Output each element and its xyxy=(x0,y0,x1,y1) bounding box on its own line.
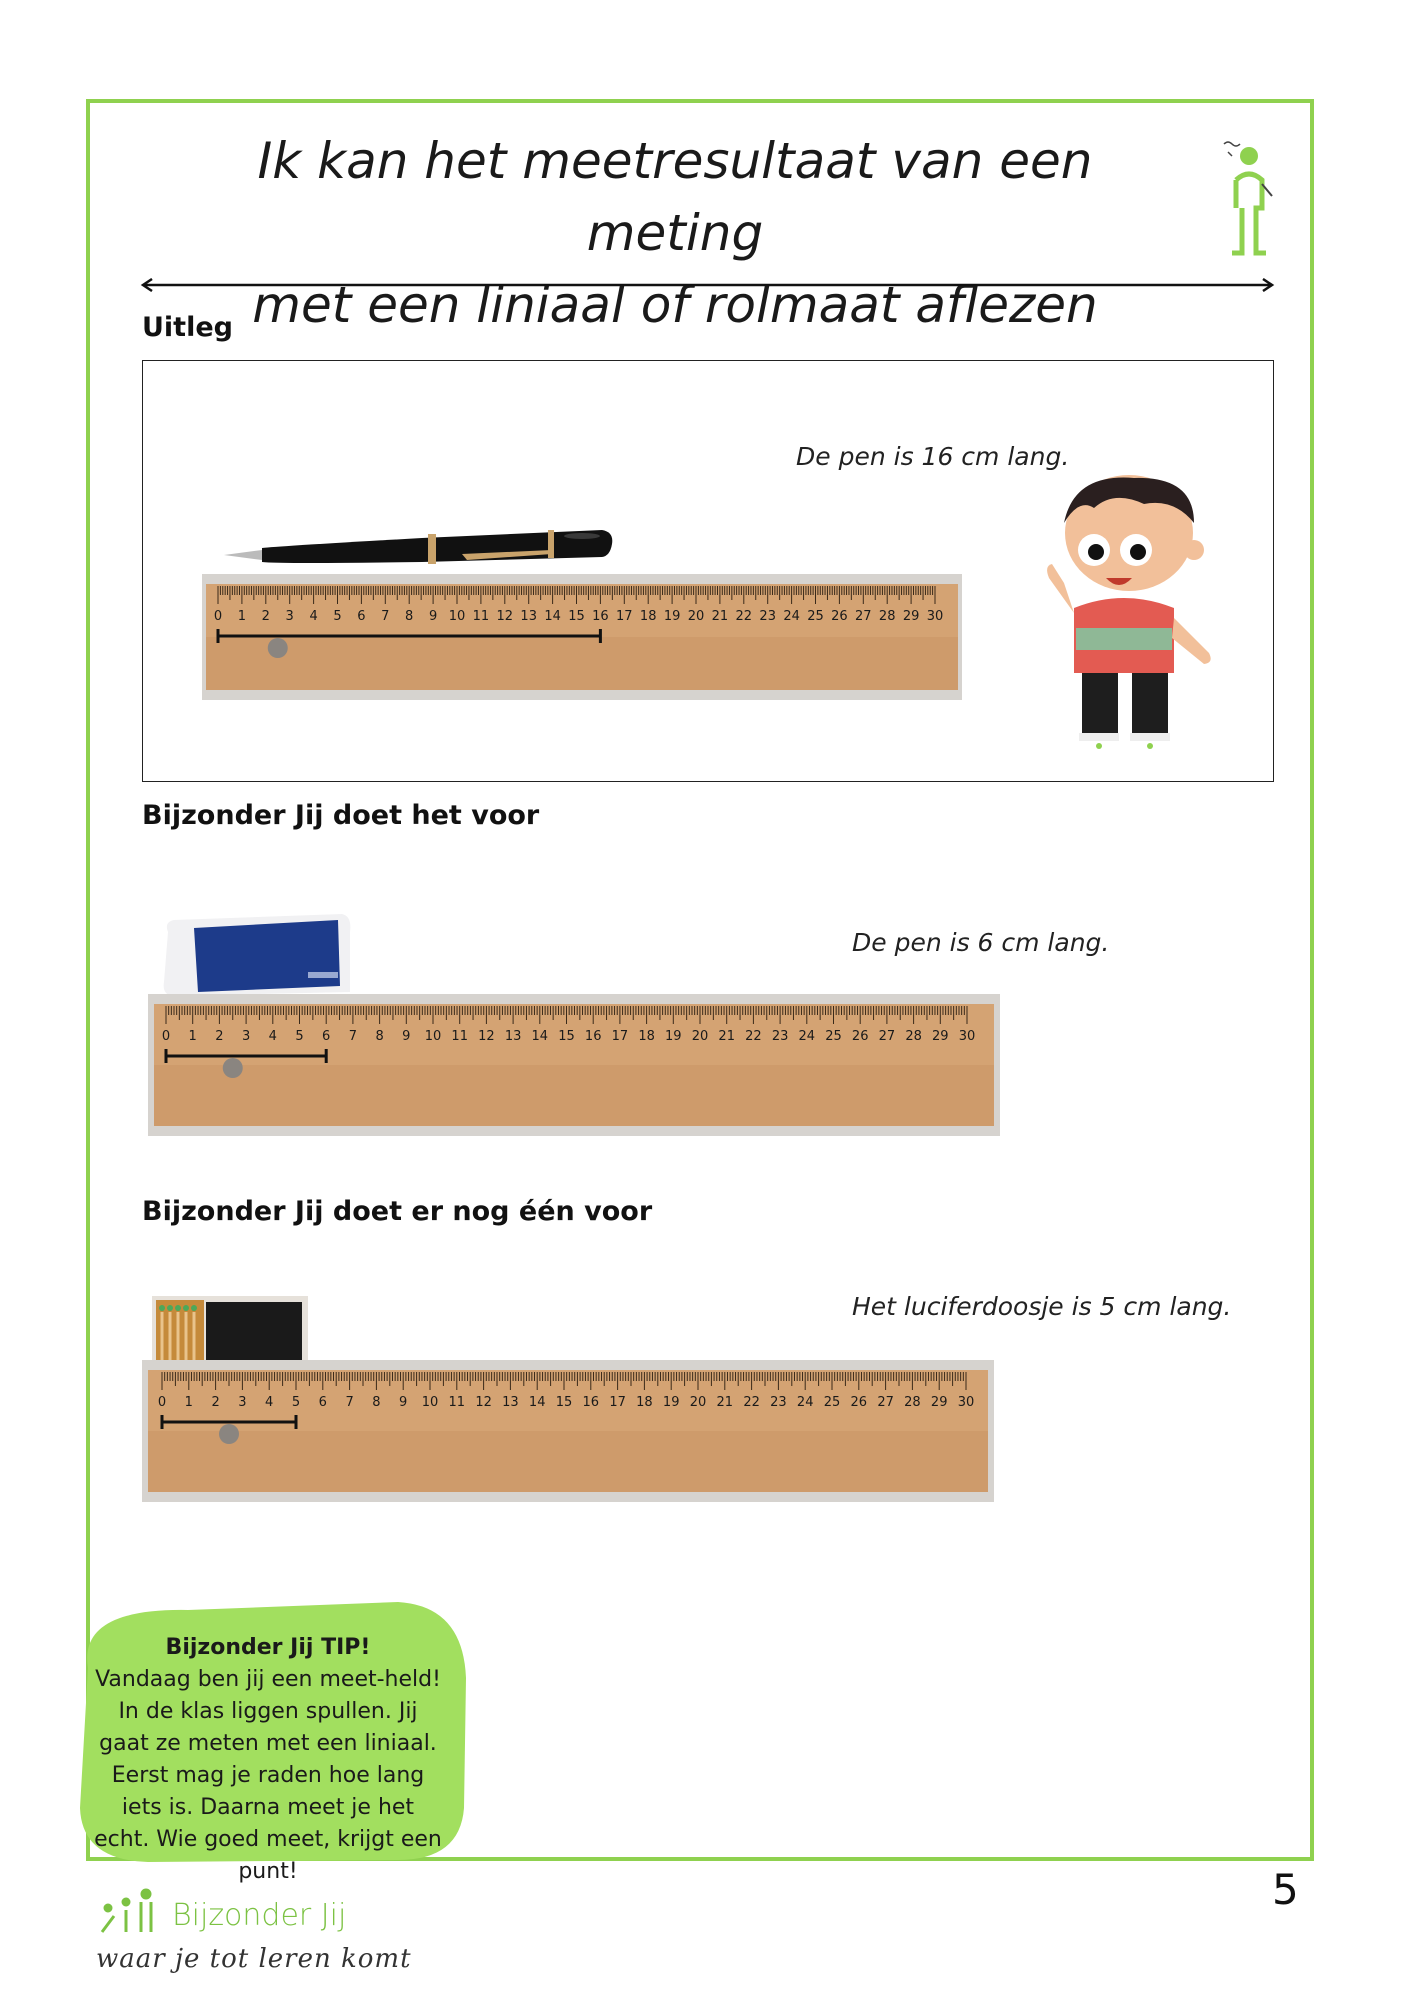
ruler-label: 2 xyxy=(215,1029,224,1044)
ruler-label: 7 xyxy=(381,609,390,624)
ruler-label: 8 xyxy=(375,1029,384,1044)
ruler-label: 11 xyxy=(448,1395,466,1410)
ruler-label: 8 xyxy=(372,1395,381,1410)
ruler-label: 2 xyxy=(261,609,270,624)
ruler-label: 28 xyxy=(904,1395,921,1410)
ruler-label: 3 xyxy=(238,1395,247,1410)
ruler-label: 20 xyxy=(687,609,705,624)
ruler-label: 9 xyxy=(399,1395,408,1410)
title-line-2: met een liniaal of rolmaat aflezen xyxy=(252,276,1098,334)
ruler-label: 17 xyxy=(611,1029,629,1044)
ruler-label: 1 xyxy=(237,609,247,624)
ruler-label: 13 xyxy=(504,1029,522,1044)
title-line-1: Ik kan het meetresultaat van een meting xyxy=(257,132,1093,262)
brand-name: Bijzonder Jij xyxy=(172,1898,347,1933)
ruler-label: 5 xyxy=(333,609,342,624)
ruler-label: 19 xyxy=(662,1395,680,1410)
page-number: 5 xyxy=(1272,1865,1299,1914)
ruler-label: 0 xyxy=(157,1395,167,1410)
caption-uitleg: De pen is 16 cm lang. xyxy=(796,442,1070,471)
ruler-label: 30 xyxy=(926,609,944,624)
ruler-label: 11 xyxy=(472,609,490,624)
ruler-label: 13 xyxy=(520,609,537,624)
ruler-label: 8 xyxy=(405,609,414,624)
ruler-label: 12 xyxy=(475,1395,492,1410)
ruler-label: 17 xyxy=(616,609,633,624)
ruler-label: 16 xyxy=(584,1029,602,1044)
ruler-label: 4 xyxy=(268,1029,277,1044)
ruler-label: 24 xyxy=(783,609,800,624)
tip-body: Vandaag ben jij een meet-held! In de klas liggen spullen. Jij gaat ze meten met een liniaal. Eerst mag je raden hoe lang iets is. Daarna meet je het echt. Wie goed meet, krijgt een punt! xyxy=(94,1667,442,1884)
ruler-label: 26 xyxy=(851,1029,869,1044)
caption-nog-een: Het luciferdoosje is 5 cm lang. xyxy=(852,1292,1232,1321)
section-heading-uitleg: Uitleg xyxy=(142,312,233,343)
ruler-label: 18 xyxy=(639,609,657,624)
ruler-label: 15 xyxy=(555,1395,573,1410)
ruler-label: 27 xyxy=(855,609,872,624)
ruler-label: 9 xyxy=(428,609,438,624)
ruler-label: 30 xyxy=(957,1395,975,1410)
ruler-label: 7 xyxy=(345,1395,354,1410)
ruler-label: 26 xyxy=(850,1395,868,1410)
ruler-label: 24 xyxy=(796,1395,814,1410)
ruler-label: 29 xyxy=(930,1395,948,1410)
ruler-label: 22 xyxy=(743,1395,760,1410)
ruler-label: 30 xyxy=(958,1029,976,1044)
ruler-label: 14 xyxy=(544,609,561,624)
ruler-label: 22 xyxy=(745,1029,762,1044)
ruler-label: 18 xyxy=(638,1029,655,1044)
ruler-label: 23 xyxy=(771,1029,789,1044)
ruler-label: 19 xyxy=(663,609,681,624)
page-title xyxy=(170,125,1180,341)
ruler-svg xyxy=(142,1360,994,1502)
ruler-label: 11 xyxy=(451,1029,468,1044)
ruler-hole xyxy=(219,1424,239,1444)
ruler-label: 17 xyxy=(609,1395,626,1410)
ruler-label: 26 xyxy=(831,609,848,624)
ruler-label: 3 xyxy=(285,609,294,624)
ruler-label: 1 xyxy=(188,1029,197,1044)
ruler-label: 12 xyxy=(496,609,514,624)
ruler-grain xyxy=(154,1065,994,1126)
ruler-label: 6 xyxy=(322,1029,331,1044)
ruler-label: 16 xyxy=(582,1395,600,1410)
ruler-label: 20 xyxy=(691,1029,709,1044)
ruler-label: 25 xyxy=(825,1029,842,1044)
ruler-label: 24 xyxy=(798,1029,816,1044)
ruler-svg xyxy=(148,994,1000,1136)
ruler-label: 23 xyxy=(759,609,776,624)
ruler-label: 21 xyxy=(718,1029,735,1044)
ruler-label: 6 xyxy=(357,609,366,624)
ruler-label: 3 xyxy=(241,1029,251,1044)
ruler-svg xyxy=(202,574,962,700)
brand-slogan: waar je tot leren komt xyxy=(96,1944,412,1974)
ruler-label: 18 xyxy=(636,1395,653,1410)
ruler-label: 9 xyxy=(402,1029,411,1044)
ruler-label: 10 xyxy=(448,609,466,624)
ruler-label: 22 xyxy=(735,609,753,624)
ruler-grain xyxy=(206,637,958,690)
ruler-label: 0 xyxy=(161,1029,171,1044)
ruler-label: 27 xyxy=(878,1029,896,1044)
eraser-icon xyxy=(158,912,352,998)
ruler-label: 13 xyxy=(502,1395,519,1410)
ruler-label: 14 xyxy=(531,1029,549,1044)
ruler-label: 25 xyxy=(823,1395,841,1410)
ruler-label: 21 xyxy=(716,1395,734,1410)
ruler-label: 25 xyxy=(807,609,824,624)
tip-text xyxy=(92,1632,444,1888)
ruler-label: 1 xyxy=(184,1395,193,1410)
ruler-label: 15 xyxy=(558,1029,575,1044)
ruler-label: 29 xyxy=(902,609,920,624)
ruler-label: 28 xyxy=(878,609,896,624)
pen-icon xyxy=(222,520,614,570)
ruler-label: 29 xyxy=(932,1029,949,1044)
ruler-label: 5 xyxy=(295,1029,304,1044)
ruler-label: 19 xyxy=(665,1029,682,1044)
ruler-label: 7 xyxy=(348,1029,358,1044)
ruler-label: 16 xyxy=(592,609,609,624)
ruler-voor xyxy=(148,994,1000,1136)
title-divider-arrow xyxy=(140,278,1275,292)
ruler-label: 0 xyxy=(213,609,223,624)
ruler-hole xyxy=(268,638,288,658)
ruler-label: 14 xyxy=(528,1395,546,1410)
ruler-label: 4 xyxy=(265,1395,274,1410)
ruler-label: 20 xyxy=(689,1395,707,1410)
ruler-label: 6 xyxy=(318,1395,327,1410)
section-heading-nog-een: Bijzonder Jij doet er nog één voor xyxy=(142,1196,653,1227)
ruler-label: 21 xyxy=(711,609,729,624)
boy-character-icon xyxy=(1024,468,1224,756)
brand-logo-icon xyxy=(96,1888,168,1936)
ruler-nog-een xyxy=(142,1360,994,1502)
ruler-hole xyxy=(223,1058,243,1078)
ruler-label: 10 xyxy=(424,1029,442,1044)
thinking-figure-icon xyxy=(1214,138,1284,260)
ruler-label: 23 xyxy=(770,1395,787,1410)
section-heading-voor: Bijzonder Jij doet het voor xyxy=(142,800,540,831)
ruler-label: 27 xyxy=(877,1395,894,1410)
ruler-uitleg xyxy=(202,574,962,700)
ruler-label: 4 xyxy=(309,609,318,624)
ruler-label: 2 xyxy=(211,1395,220,1410)
ruler-label: 10 xyxy=(421,1395,439,1410)
caption-voor: De pen is 6 cm lang. xyxy=(852,928,1110,957)
ruler-label: 12 xyxy=(478,1029,495,1044)
tip-title: Bijzonder Jij TIP! xyxy=(165,1635,371,1660)
ruler-label: 15 xyxy=(568,609,585,624)
ruler-grain xyxy=(148,1431,988,1492)
ruler-label: 28 xyxy=(905,1029,922,1044)
ruler-label: 5 xyxy=(291,1395,301,1410)
